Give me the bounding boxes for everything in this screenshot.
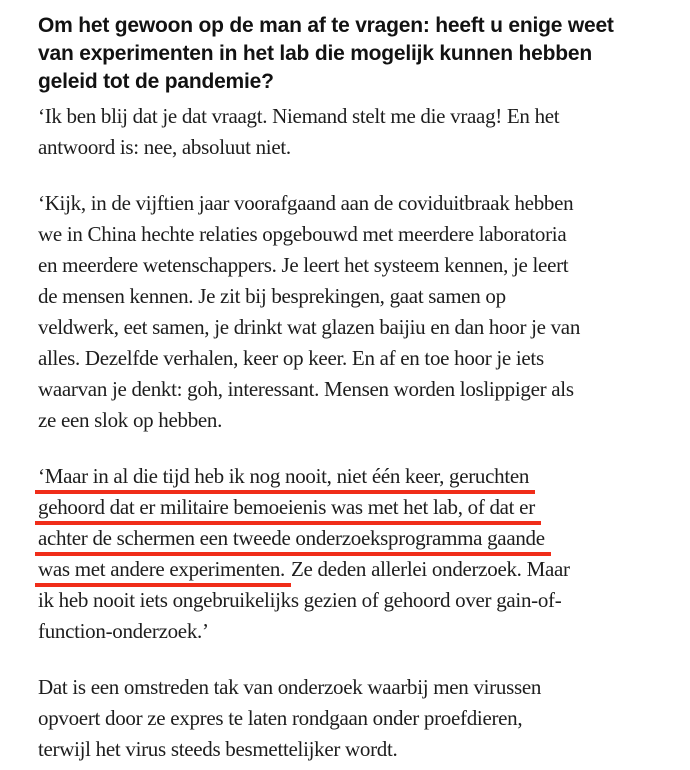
text-segment: Ze deden allerlei onderzoek. Maar <box>290 557 570 581</box>
text-line: terwijl het virus steeds besmettelijker wordt. <box>38 737 398 761</box>
red-underlined-text: gehoord dat er militaire bemoeienis was met het lab, of dat er <box>35 495 541 525</box>
text-line: ‘Kijk, in de vijftien jaar voorafgaand aan de coviduitbraak hebben <box>38 191 574 215</box>
question-line: Om het gewoon op de man af te vragen: heeft u enige weet <box>38 14 614 37</box>
red-underlined-text: achter de schermen een tweede onderzoeksprogramma gaande <box>35 526 551 556</box>
text-line: opvoert door ze expres te laten rondgaan onder proefdieren, <box>38 706 523 730</box>
text-line <box>38 492 662 523</box>
text-line <box>38 523 662 554</box>
question-line: van experimenten in het lab die mogelijk kunnen hebben <box>38 42 592 65</box>
answer-paragraph-2 <box>38 188 662 436</box>
text-line: alles. Dezelfde verhalen, keer op keer. En af en toe hoor je iets <box>38 346 544 370</box>
text-line: ‘Ik ben blij dat je dat vraagt. Niemand stelt me die vraag! En het <box>38 104 560 128</box>
interview-question <box>38 12 662 96</box>
text-line: Dat is een omstreden tak van onderzoek waarbij men virussen <box>38 675 542 699</box>
text-line: ze een slok op hebben. <box>38 408 223 432</box>
text-line: de mensen kennen. Je zit bij besprekingen, gaat samen op <box>38 284 506 308</box>
red-underlined-text: was met andere experimenten. <box>35 557 291 587</box>
answer-paragraph-1 <box>38 101 662 163</box>
text-line: waarvan je denkt: goh, interessant. Mensen worden loslippiger als <box>38 377 574 401</box>
text-line: we in China hechte relaties opgebouwd met meerdere laboratoria <box>38 222 567 246</box>
question-line: geleid tot de pandemie? <box>38 70 274 93</box>
text-line <box>38 554 662 585</box>
text-line: en meerdere wetenschappers. Je leert het systeem kennen, je leert <box>38 253 569 277</box>
text-line: veldwerk, eet samen, je drinkt wat glazen baijiu en dan hoor je van <box>38 315 581 339</box>
text-line <box>38 461 662 492</box>
text-line: function-onderzoek.’ <box>38 619 209 643</box>
red-underlined-text: ‘Maar in al die tijd heb ik nog nooit, niet één keer, geruchten <box>35 464 535 494</box>
answer-paragraph-3 <box>38 461 662 647</box>
text-line: ik heb nooit iets ongebruikelijks gezien of gehoord over gain-of- <box>38 588 562 612</box>
text-line: antwoord is: nee, absoluut niet. <box>38 135 291 159</box>
answer-paragraph-4 <box>38 672 662 765</box>
